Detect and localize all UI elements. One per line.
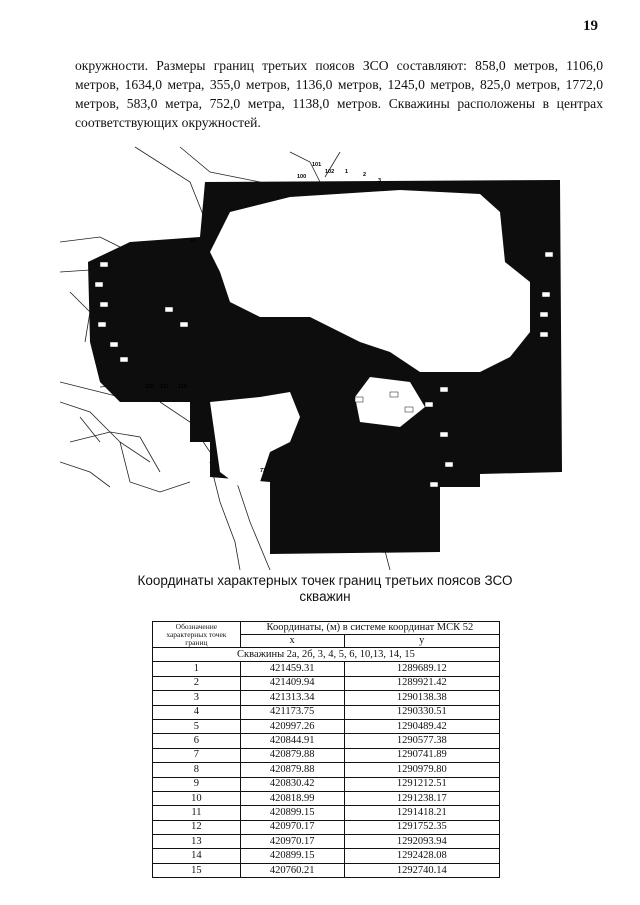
coord-y-cell: 1292093.94	[344, 835, 500, 849]
table-row	[153, 863, 500, 877]
coord-x-cell: 420760.21	[240, 863, 344, 877]
table-body	[153, 662, 500, 878]
map-label-117: 117	[160, 384, 169, 390]
col-header-coords: Координаты, (м) в системе координат МСК 52	[240, 622, 499, 635]
table-row	[153, 849, 500, 863]
coord-x-cell: 421409.94	[240, 676, 344, 690]
point-number-cell: 9	[153, 777, 241, 791]
coord-y-cell: 1290979.80	[344, 763, 500, 777]
coord-x-cell: 421459.31	[240, 662, 344, 676]
map-label-73: 73	[260, 468, 267, 474]
table-row	[153, 791, 500, 805]
point-number-cell: 2	[153, 676, 241, 690]
point-number-cell: 12	[153, 820, 241, 834]
map-label-2: 2	[363, 172, 367, 178]
map-label-115: 115	[145, 384, 154, 390]
coord-x-cell: 421173.75	[240, 705, 344, 719]
point-number-cell: 4	[153, 705, 241, 719]
table-row	[153, 705, 500, 719]
point-number-cell: 10	[153, 791, 241, 805]
point-number-cell: 14	[153, 849, 241, 863]
coord-y-cell: 1289921.42	[344, 676, 500, 690]
table-row	[153, 748, 500, 762]
map-label-101: 101	[312, 162, 322, 168]
point-number-cell: 1	[153, 662, 241, 676]
point-number-cell: 11	[153, 806, 241, 820]
point-number-cell: 13	[153, 835, 241, 849]
coord-x-cell: 420970.17	[240, 820, 344, 834]
well-group-label: Скважины 2а, 2б, 3, 4, 5, 6, 10,13, 14, 15	[153, 648, 500, 662]
coord-y-cell: 1290489.42	[344, 719, 500, 733]
coordinates-table	[152, 621, 500, 878]
point-number-cell: 6	[153, 734, 241, 748]
coord-y-cell: 1289689.12	[344, 662, 500, 676]
coord-x-cell: 420844.91	[240, 734, 344, 748]
coord-y-cell: 1292740.14	[344, 863, 500, 877]
coord-y-cell: 1290138.38	[344, 691, 500, 705]
point-number-cell: 15	[153, 863, 241, 877]
point-number-cell: 7	[153, 748, 241, 762]
coord-y-cell: 1291752.35	[344, 820, 500, 834]
table-row	[153, 691, 500, 705]
table-row	[153, 806, 500, 820]
point-number-cell: 8	[153, 763, 241, 777]
coord-x-cell: 420899.15	[240, 849, 344, 863]
coord-y-cell: 1290330.51	[344, 705, 500, 719]
table-caption-line1: Координаты характерных точек границ третьих поясов ЗСО	[137, 573, 513, 588]
coord-x-cell: 420830.42	[240, 777, 344, 791]
table-caption-line2: скважин	[299, 589, 351, 604]
coord-y-cell: 1290741.89	[344, 748, 500, 762]
point-number-cell: 3	[153, 691, 241, 705]
coord-x-cell: 420899.15	[240, 806, 344, 820]
table-header-row	[153, 622, 500, 635]
zone-map-figure	[60, 142, 585, 570]
table-row	[153, 763, 500, 777]
coord-y-cell: 1290577.38	[344, 734, 500, 748]
map-label-3: 3	[378, 178, 382, 184]
coord-x-cell: 420879.88	[240, 763, 344, 777]
point-number-cell: 5	[153, 719, 241, 733]
body-paragraph: окружности. Размеры границ третьих поясов ЗСО составляют: 858,0 метров, 1106,0 метров, 1634,0 метра, 355,0 метров, 1136,0 метров, 1245,0 метров, 825,0 метров, 1772,0 метров, 583,0 метра, 752,0 метра, 1138,0 метров. Скважины расположены в центрах соответствующих окружностей.	[75, 58, 603, 130]
table-row	[153, 820, 500, 834]
coord-y-cell: 1292428.08	[344, 849, 500, 863]
coord-y-cell: 1291418.21	[344, 806, 500, 820]
page-number: 19	[583, 18, 598, 34]
map-label-102: 102	[325, 169, 335, 175]
map-label-116: 116	[178, 384, 187, 390]
table-row	[153, 777, 500, 791]
table-group-row	[153, 648, 500, 662]
table-row	[153, 662, 500, 676]
col-header-x: x	[240, 635, 344, 648]
coord-x-cell: 421313.34	[240, 691, 344, 705]
col-header-point: Обозначение характерных точек границ	[153, 622, 241, 648]
table-row	[153, 676, 500, 690]
col-header-y: y	[344, 635, 500, 648]
coord-y-cell: 1291238.17	[344, 791, 500, 805]
table-row	[153, 719, 500, 733]
map-label-1: 1	[345, 169, 349, 175]
table-row	[153, 734, 500, 748]
map-label-100: 100	[297, 174, 307, 180]
coord-y-cell: 1291212.51	[344, 777, 500, 791]
coord-x-cell: 420997.26	[240, 719, 344, 733]
map-label-93: 93	[190, 238, 197, 244]
table-row	[153, 835, 500, 849]
coord-x-cell: 420970.17	[240, 835, 344, 849]
coord-x-cell: 420818.99	[240, 791, 344, 805]
coord-x-cell: 420879.88	[240, 748, 344, 762]
